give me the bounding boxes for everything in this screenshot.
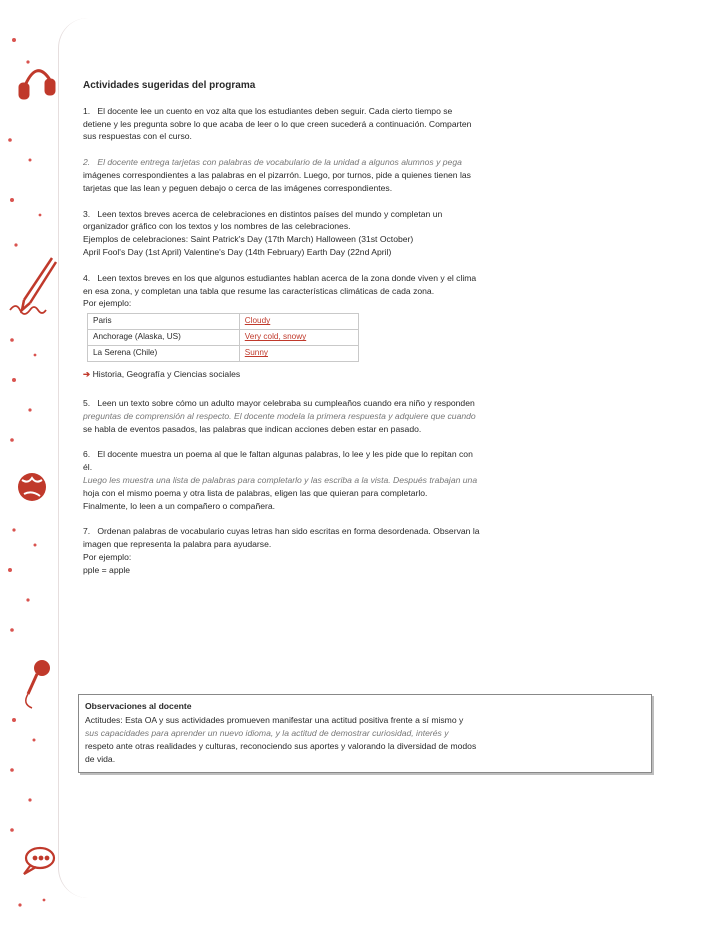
activity-line: pple = apple: [83, 564, 131, 575]
activity-5: [83, 397, 643, 435]
table-cell-climate: Cloudy: [239, 314, 358, 330]
activity-line: tarjetas que las lean y peguen debajo o cerca de las imágenes correspondientes.: [83, 182, 393, 193]
observations-line: respeto ante otras realidades y culturas, reconociendo sus aportes y valorando la diversidad de modos: [85, 741, 477, 751]
activity-6: [83, 448, 643, 512]
activity-line: hoja con el mismo poema y otra lista de palabras, eligen las que quieran para completarlo.: [83, 487, 428, 498]
activity-1: [83, 105, 643, 143]
activity-line: Finalmente, lo leen a un compañero o compañera.: [83, 500, 276, 511]
table-cell-climate: Very cold, snowy: [239, 330, 358, 346]
table-cell-place: Anchorage (Alaska, US): [88, 330, 240, 346]
history-label: Historia, Geografía y Ciencias sociales: [92, 369, 241, 380]
activity-line: 5. Leen un texto sobre cómo un adulto mayor celebraba su cumpleaños cuando era niño y responden: [83, 397, 475, 408]
activity-line: April Fool's Day (1st April) Valentine's Day (14th February) Earth Day (22nd April): [83, 246, 392, 257]
activity-line: imagen que representa la palabra para ayudarse.: [83, 539, 272, 550]
activity-line: preguntas de comprensión al respecto. El docente modela la primera respuesta y adquiere que cuando: [83, 410, 476, 421]
section-title: Actividades sugeridas del programa: [83, 80, 256, 91]
observations-line: de vida.: [85, 754, 116, 764]
activity-line: se habla de eventos pasados, las palabras que indican acciones deben estar en pasado.: [83, 423, 422, 434]
activity-line: sus respuestas con el curso.: [83, 131, 192, 142]
teacher-observations-box: [78, 694, 652, 773]
table-cell-place: Paris: [88, 314, 240, 330]
table-cell-climate: Sunny: [239, 346, 358, 362]
table-row: [88, 346, 359, 362]
observations-heading: Observaciones al docente: [85, 701, 192, 711]
activity-line: en esa zona, y completan una tabla que resume las características climáticas de cada zona.: [83, 285, 435, 296]
activities-section: [83, 80, 643, 590]
activity-line: 2. El docente entrega tarjetas con palabras de vocabulario de la unidad a algunos alumnos y pega: [83, 157, 462, 168]
activity-line: Por ejemplo:: [83, 551, 132, 562]
activity-4: [83, 272, 643, 362]
activity-line: 1. El docente lee un cuento en voz alta que los estudiantes deben seguir. Cada cierto tiempo se: [83, 105, 453, 116]
observations-line: sus capacidades para aprender un nuevo idioma, y la actitud de demostrar curiosidad, interés y: [85, 728, 449, 738]
history-crossref: [83, 368, 643, 381]
activity-7: [83, 525, 643, 576]
activity-line: organizador gráfico con los textos y los nombres de las celebraciones.: [83, 221, 351, 232]
headphones-icon: [20, 71, 54, 98]
table-row: [88, 330, 359, 346]
activity-line: 7. Ordenan palabras de vocabulario cuyas letras han sido escritas en forma desordenada. Observan la: [83, 526, 480, 537]
microphone-icon: [26, 660, 50, 708]
activity-line: Luego les muestra una lista de palabras para completarlo y las escriba a la vista. Después trabajan una: [83, 474, 478, 485]
activity-line: 6. El docente muestra un poema al que le faltan algunas palabras, lo lee y les pide que lo repitan con: [83, 449, 473, 460]
globe-icon: [18, 473, 46, 501]
observations-line: Actitudes: Esta OA y sus actividades promueven manifestar una actitud positiva frente a sí mismo y: [85, 715, 464, 725]
pencil-icon: [10, 258, 56, 314]
activity-2: [83, 156, 643, 194]
activity-line: imágenes correspondientes a las palabras en el pizarrón. Luego, por turnos, pide a quienes tienen las: [83, 169, 471, 180]
activity-line: él.: [83, 462, 93, 473]
bullet-icon: ➔: [83, 369, 91, 380]
activity-line: 4. Leen textos breves en los que algunos estudiantes hablan acerca de la zona donde viven y el clima: [83, 272, 477, 283]
speech-bubble-icon: [24, 848, 54, 874]
sidebar-dots: [8, 38, 45, 907]
activity-line: Por ejemplo:: [83, 298, 132, 309]
activity-line: detiene y les pregunta sobre lo que acaba de leer o lo que creen sucederá a continuación. Comparten: [83, 118, 472, 129]
table-row: [88, 314, 359, 330]
activity-line: 3. Leen textos breves acerca de celebraciones en distintos países del mundo y completan un: [83, 208, 443, 219]
climate-table: [87, 313, 359, 362]
activity-3: [83, 208, 643, 259]
table-cell-place: La Serena (Chile): [88, 346, 240, 362]
activity-line: Ejemplos de celebraciones: Saint Patrick's Day (17th March) Halloween (31st October): [83, 234, 414, 245]
